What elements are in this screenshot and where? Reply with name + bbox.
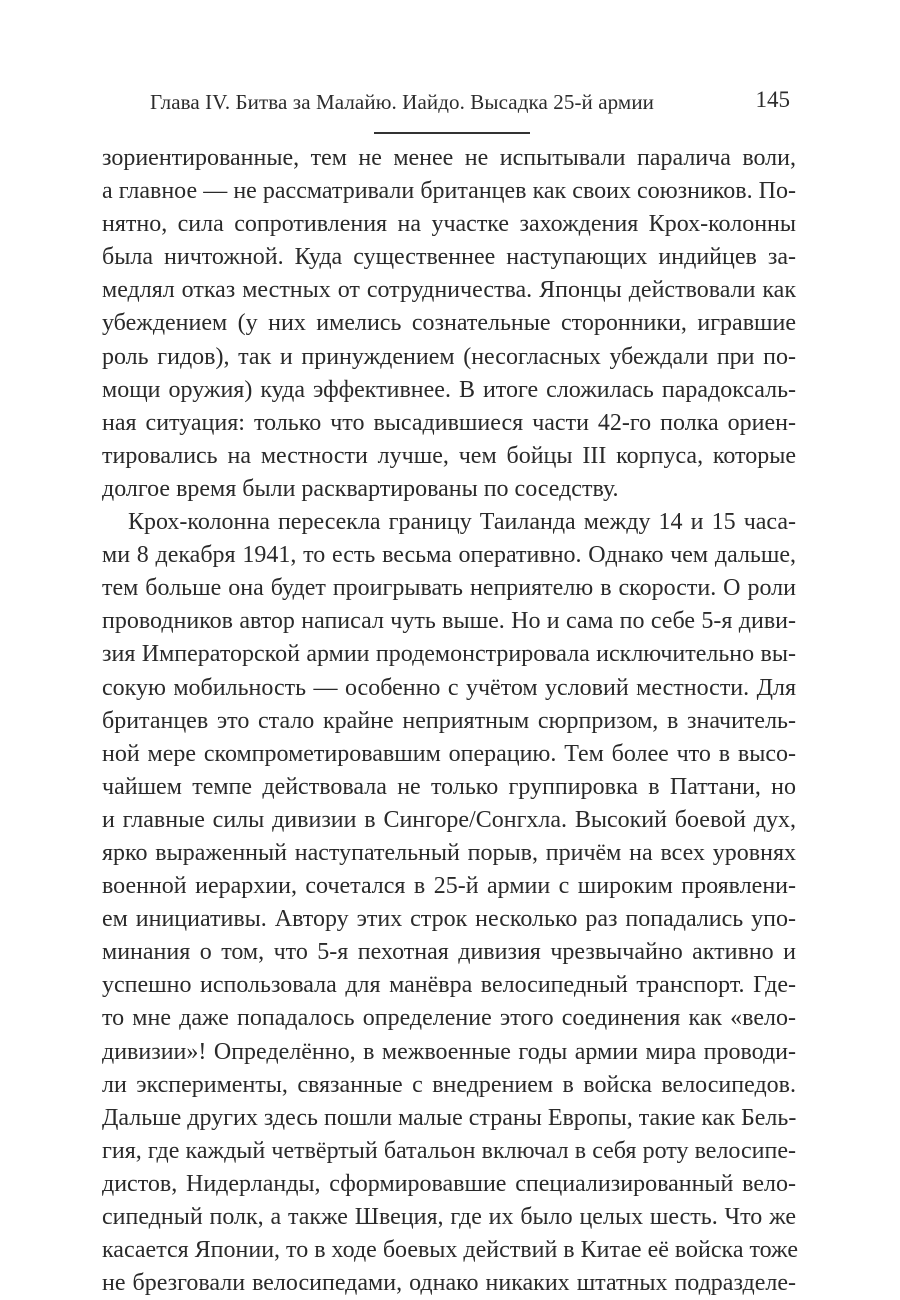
- text-line: а главное — не рассматривали британцев как своих союзников. По-: [102, 178, 796, 205]
- text-line: военной иерархии, сочетался в 25-й армии с широким проявлени-: [102, 873, 796, 900]
- text-line: была ничтожной. Куда существеннее наступающих индийцев за-: [102, 244, 796, 271]
- page-number: 145: [755, 87, 790, 112]
- text-line: британцев это стало крайне неприятным сюрпризом, в значитель-: [102, 707, 796, 734]
- text-line: нятно, сила сопротивления на участке захождения Крох-колонны: [102, 211, 796, 238]
- text-line: зориентированные, тем не менее не испытывали паралича воли,: [102, 145, 796, 171]
- text-line: чайшем темпе действовала не только группировка в Паттани, но: [102, 773, 796, 800]
- text-line: ем инициативы. Автору этих строк несколько раз попадались упо-: [102, 906, 796, 933]
- text-line: ной мере скомпрометировавшим операцию. Тем более что в высо-: [102, 740, 796, 767]
- text-line: медлял отказ местных от сотрудничества. Японцы действовали как: [102, 277, 796, 304]
- text-line: сипедный полк, а также Швеция, где их было целых шесть. Что же: [102, 1204, 796, 1230]
- text-line: ярко выраженный наступательный порыв, причём на всех уровнях: [102, 839, 796, 866]
- running-header: [150, 86, 790, 120]
- text-line: мощи оружия) куда эффективнее. В итоге сложилась парадоксаль-: [102, 376, 796, 403]
- text-line: ная ситуация: только что высадившиеся части 42-го полка ориен-: [102, 409, 796, 436]
- text-line: касается Японии, то в ходе боевых действий в Китае её войска тоже: [102, 1237, 798, 1264]
- text-line: ми 8 декабря 1941, то есть весьма оперативно. Однако чем дальше,: [102, 542, 796, 569]
- paragraph: [102, 142, 796, 506]
- text-line: Крох-колонна пересекла границу Таиланда между 14 и 15 часа-: [128, 509, 796, 536]
- text-line: тировались на местности лучше, чем бойцы III корпуса, которые: [102, 442, 796, 469]
- text-line: минания о том, что 5-я пехотная дивизия чрезвычайно активно и: [102, 939, 796, 966]
- text-line: гия, где каждый четвёртый батальон включал в себя роту велосипе-: [102, 1137, 796, 1164]
- text-line: тем больше она будет проигрывать неприятелю в скорости. О роли: [102, 575, 796, 602]
- text-line: дистов, Нидерланды, сформировавшие специализированный вело-: [102, 1170, 796, 1197]
- text-line: и главные силы дивизии в Сингоре/Сонгхла. Высокий боевой дух,: [102, 806, 796, 833]
- text-line: Дальше других здесь пошли малые страны Европы, такие как Бель-: [102, 1104, 797, 1131]
- text-line: дивизии»! Определённо, в межвоенные годы армии мира проводи-: [102, 1038, 796, 1065]
- text-line: успешно использовала для манёвра велосипедный транспорт. Где-: [102, 972, 796, 999]
- text-line: сокую мобильность — особенно с учётом условий местности. Для: [102, 674, 796, 701]
- text-line: то мне даже попадалось определение этого соединения как «вело-: [102, 1005, 796, 1032]
- text-line: не брезговали велосипедами, однако никаких штатных подразделе-: [102, 1270, 796, 1297]
- paragraph: [102, 506, 796, 1300]
- running-title: Глава IV. Битва за Малайю. Иайдо. Высадка 25-й армии: [150, 90, 654, 114]
- text-line: убеждением (у них имелись сознательные сторонники, игравшие: [102, 310, 796, 337]
- text-line: ли эксперименты, связанные с внедрением в войска велосипедов.: [102, 1071, 796, 1098]
- text-line: роль гидов), так и принуждением (несогласных убеждали при по-: [102, 343, 796, 370]
- text-line: проводников автор написал чуть выше. Но и сама по себе 5-я диви-: [102, 608, 796, 635]
- text-line: зия Императорской армии продемонстрировала исключительно вы-: [102, 641, 796, 668]
- header-rule: [374, 132, 530, 134]
- body-text: [102, 142, 796, 1300]
- text-line: долгое время были расквартированы по соседству.: [102, 475, 619, 502]
